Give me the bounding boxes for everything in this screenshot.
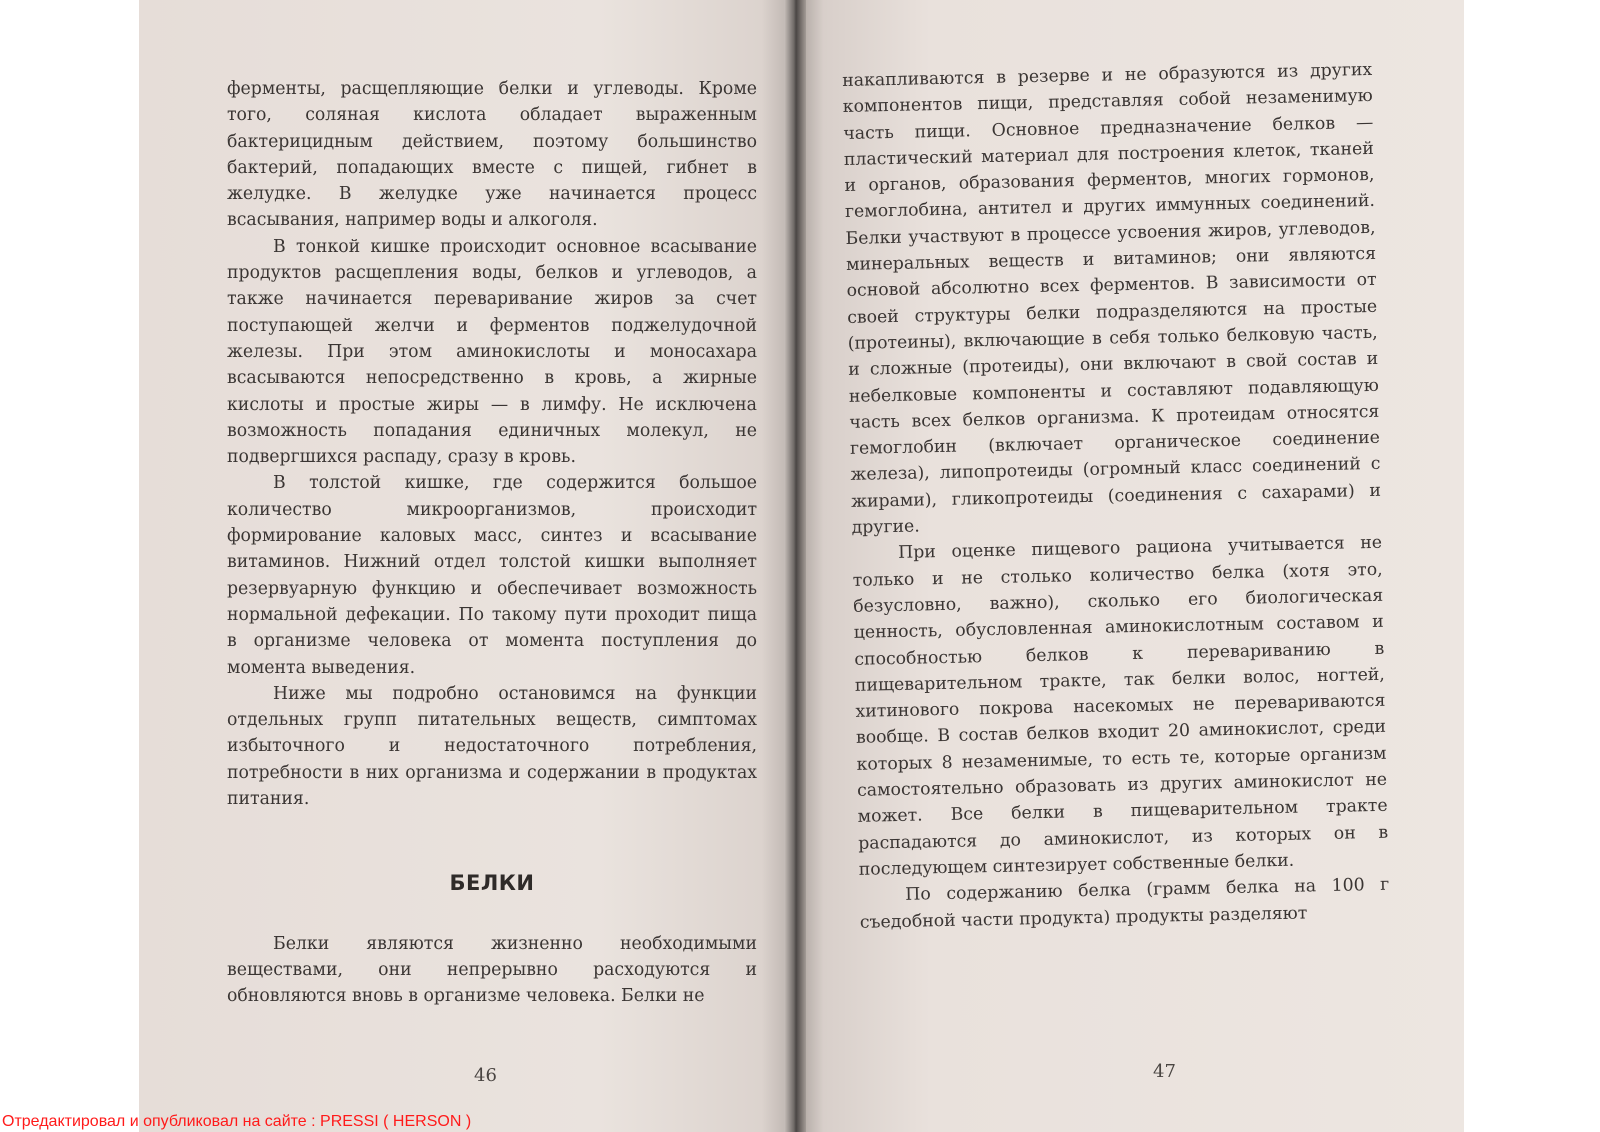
book-spread <box>139 0 1464 1132</box>
paragraph: Белки являются жизненно необходимыми веществами, они непрерывно расходуются и обновляются вновь в организме человека. Белки не <box>227 933 757 1007</box>
paragraph: Ниже мы подробно остановимся на функции отдельных групп питательных веществ, симптомах избыточного и недостаточного потребления, потребности в них организма и содержании в продуктах питания. <box>227 683 757 810</box>
paragraph: ферменты, расщепляющие белки и углеводы. Кроме того, соляная кислота обладает выраженным бактерицидным действием, поэтому большинство бактерий, попадающих вместе с пищей, гибнет в желудке. В желудке уже начинается процесс всасывания, например воды и алкоголя. <box>227 79 757 231</box>
paragraph: В тонкой кишке происходит основное всасывание продуктов расщепления воды, белков и углеводов, а также начинается переваривание жиров за счет поступающей желчи и ферментов поджелудочной железы. При этом аминокислоты и моносахара всасываются непосредственно в кровь, а жирные кислоты и простые жиры — в лимфу. Не исключена возможность попадания единичных молекул, не подвергшихся распаду, сразу в кровь. <box>227 236 757 468</box>
right-page-text <box>842 57 1390 936</box>
page-number: 47 <box>1153 1061 1176 1082</box>
left-page-text <box>227 76 757 1010</box>
right-page <box>797 0 1464 1132</box>
book-gutter <box>784 0 806 1132</box>
paragraph: В толстой кишке, где содержится большое количество микроорганизмов, происходит формирование каловых масс, синтез и всасывание витаминов. Нижний отдел толстой кишки выполняет резервуарную функцию и обеспечивает возможность нормальной дефекации. По такому пути проходит пища в организме человека от момента поступления до момента выведения. <box>227 473 757 678</box>
paragraph: накапливаются в резерве и не образуются из других компонентов пищи, представляя собой незаменимую часть пищи. Основное предназначение белков — пластический материал для построения клеток, тканей и органов, образования ферментов, многих гормонов, гемоглобина, антител и других иммунных соединений. Белки участвуют в процессе усвоения жиров, углеводов, минеральных веществ и витаминов; они являются основой абсолютно всех ферментов. В зависимости от своей структуры белки подразделяются на простые (протеины), включающие в себя только белковую часть, и сложные (протеиды), они включают в свой состав и небелковые компоненты и составляют подавляющую часть всех белков организма. К протеидам относятся гемоглобин (включает органическое соединение железа), липопротеиды (огромный класс соединений с жирами), гликопротеиды (соединения с сахарами) и другие. <box>842 59 1382 538</box>
paragraph: По содержанию белка (грамм белка на 100 г съедобной части продукта) продукты разделяют <box>859 874 1390 933</box>
section-heading: БЕЛКИ <box>449 871 535 896</box>
page-number: 46 <box>474 1065 497 1086</box>
paragraph: При оценке пищевого рациона учитывается не только и не столько количество белка (хотя это, безусловно, важно), сколько его биологическая ценность, обусловленная аминокислотным составом и способностью белков к перевариванию в пищеварительном тракте, так белки волос, ногтей, хитинового покрова насекомых не перевариваются вообще. В состав белков входит 20 аминокислот, среди которых 8 незаменимые, то есть те, которые организм самостоятельно образовать из других аминокислот не может. Все белки в пищеварительном тракте распадаются до аминокислот, из которых он в последующем синтезирует собственные белки. <box>852 533 1389 880</box>
left-page <box>139 0 794 1132</box>
publisher-credit: Отредактировал и опубликовал на сайте : PRESSI ( HERSON ) <box>2 1113 472 1130</box>
